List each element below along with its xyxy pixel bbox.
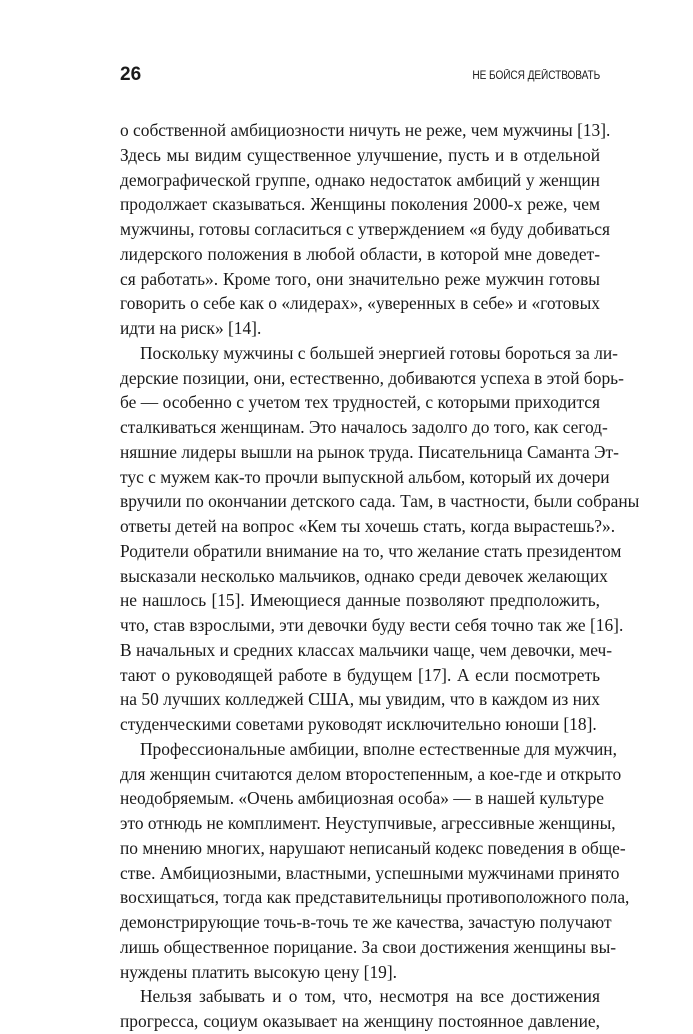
text-line: не нашлось [15]. Имеющиеся данные позволяют предположить,: [120, 590, 600, 611]
text-line: няшние лидеры вышли на рынок труда. Писательница Саманта Эт-: [120, 441, 619, 462]
text-line: тус с мужем как-то прочли выпускной альбом, который их дочери: [120, 466, 610, 487]
text-line: вручили по окончании детского сада. Там, в частности, были собраны: [120, 491, 640, 512]
text-line: ответы детей на вопрос «Кем ты хочешь стать, когда вырастешь?».: [120, 516, 616, 536]
text-line: демонстрирующие точь-в-точь те же качества, зачастую получают: [120, 912, 612, 932]
text-line: продолжает сказываться. Женщины поколения 2000-х реже, чем: [120, 194, 600, 215]
text-line: тают о руководящей работе в будущем [17]. А если посмотреть: [120, 664, 600, 685]
text-line: неодобряемым. «Очень амбициозная особа» — в нашей культуре: [120, 788, 604, 809]
text-line: говорить о себе как о «лидерах», «уверенных в себе» и «готовых: [120, 293, 600, 314]
text-line: стве. Амбициозными, властными, успешными мужчинами принято: [120, 862, 620, 883]
text-line: Нельзя забывать и о том, что, несмотря на все достижения: [140, 986, 600, 1007]
text-line: восхищаться, тогда как представительницы противоположного пола,: [120, 887, 630, 908]
paragraph: [120, 737, 630, 985]
text-line: по мнению многих, нарушают неписаный кодекс поведения в обще-: [120, 837, 626, 858]
text-line: нуждены платить высокую цену [19].: [120, 961, 397, 982]
text-line: В начальных и средних классах мальчики чаще, чем девочки, меч-: [120, 639, 613, 660]
text-line: демографической группе, однако недостаток амбиций у женщин: [120, 169, 600, 190]
text-line: Поскольку мужчины с большей энергией готовы бороться за ли-: [140, 342, 618, 363]
text-line: лишь общественное порицание. За свои достижения женщины вы-: [120, 936, 617, 957]
text-line: сталкиваться женщинам. Это началось задолго до того, как сегод-: [120, 417, 608, 437]
text-line: на 50 лучших колледжей США, мы увидим, что в каждом из них: [120, 689, 600, 710]
text-line: для женщин считаются делом второстепенным, а кое-где и открыто: [120, 763, 622, 784]
body-text: [120, 118, 640, 1034]
paragraph: [120, 341, 640, 737]
text-line: идти на риск» [14].: [120, 318, 262, 338]
text-line: прогресса, социум оказывает на женщину постоянное давление,: [120, 1011, 600, 1031]
text-line: о собственной амбициозности ничуть не реже, чем мужчины [13].: [120, 120, 611, 140]
text-line: студенческими советами руководят исключительно юноши [18].: [120, 714, 597, 734]
text-line: Родители обратили внимание на то, что желание стать президентом: [120, 540, 622, 561]
text-line: дерские позиции, они, естественно, добиваются успеха в этой борь-: [120, 367, 624, 388]
page-header: [120, 62, 600, 88]
text-line: мужчины, готовы согласиться с утверждением «я буду добиваться: [120, 219, 611, 239]
text-line: высказали несколько мальчиков, однако среди девочек желающих: [120, 565, 608, 586]
text-line: Профессиональные амбиции, вполне естественные для мужчин,: [140, 738, 617, 759]
text-line: Здесь мы видим существенное улучшение, пусть и в отдельной: [120, 144, 600, 165]
page-number: 26: [120, 64, 142, 85]
paragraph: [120, 118, 611, 341]
text-line: ся работать». Кроме того, они значительно реже мужчин готовы: [120, 268, 600, 289]
text-line: бе — особенно с учетом тех трудностей, с которыми приходится: [120, 392, 600, 413]
text-line: это отнюдь не комплимент. Неуступчивые, агрессивные женщины,: [120, 813, 616, 833]
text-line: что, став взрослыми, эти девочки буду вести себя точно так же [16].: [120, 615, 624, 635]
running-title: НЕ БОЙСЯ ДЕЙСТВОВАТЬ: [472, 70, 600, 82]
paragraph: [120, 984, 600, 1034]
text-line: лидерского положения в любой области, в которой мне доведет-: [120, 243, 600, 264]
